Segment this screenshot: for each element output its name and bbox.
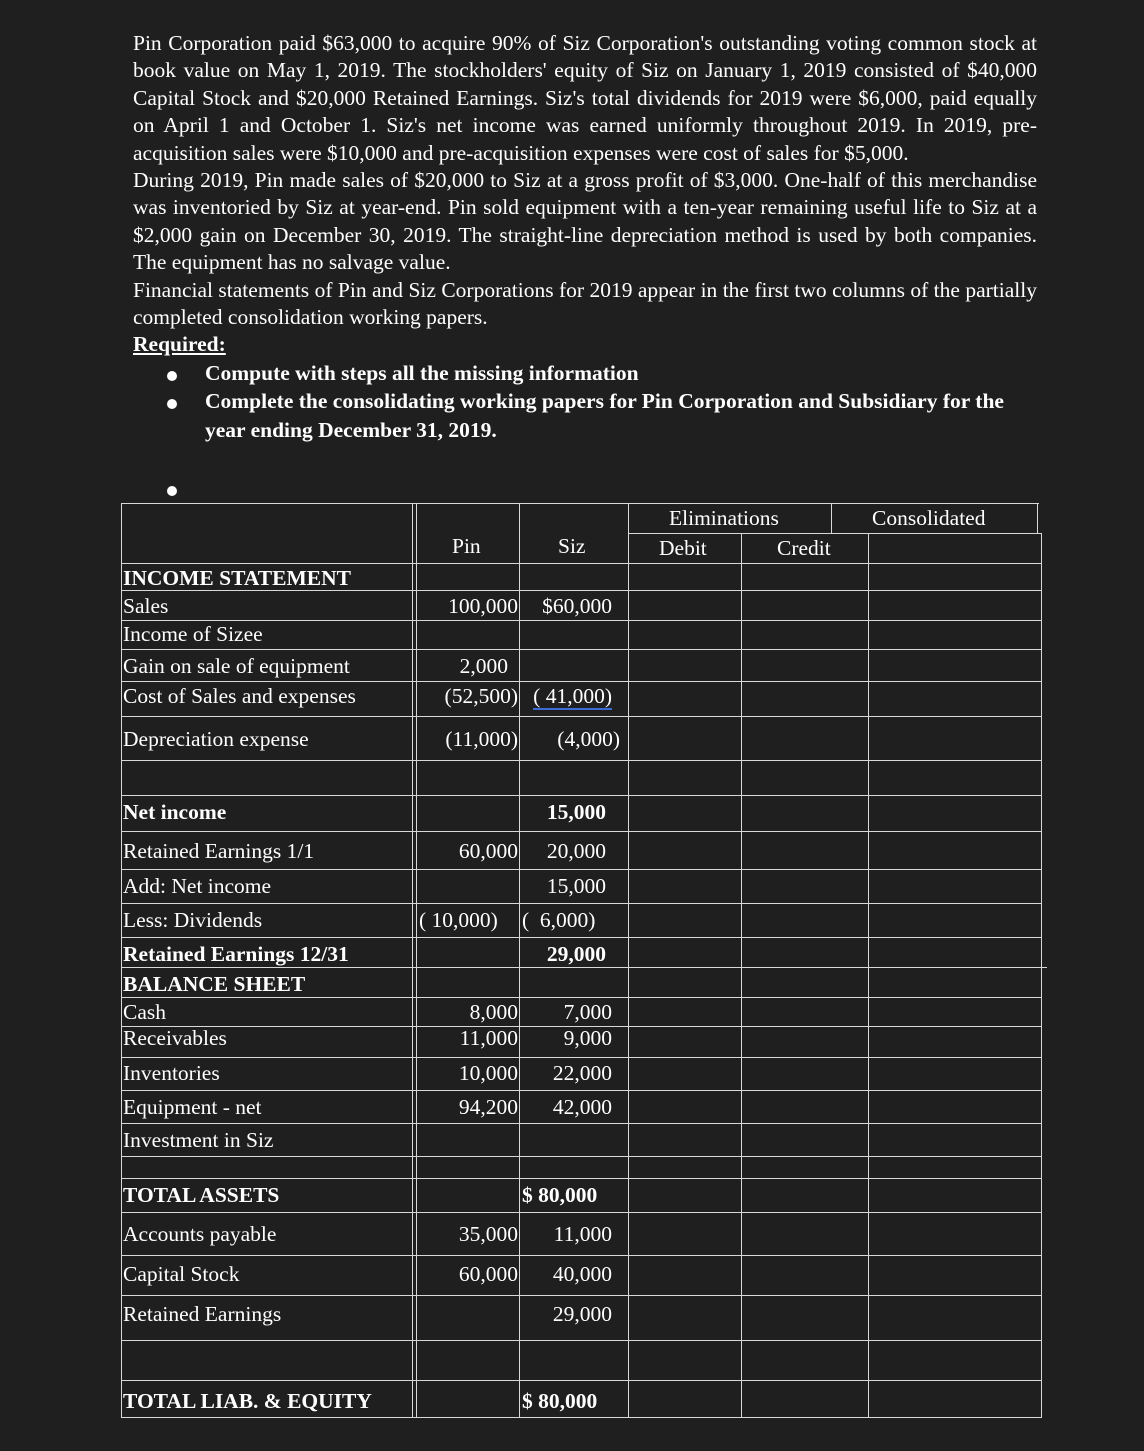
cell-cash-pin: 8,000 xyxy=(469,1000,518,1024)
row-label-less-dividends: Less: Dividends xyxy=(123,908,263,932)
row-label-receivables: Receivables xyxy=(123,1026,227,1050)
row-label-total-liab-equity: TOTAL LIAB. & EQUITY xyxy=(123,1389,372,1413)
cell-inventories-siz: 22,000 xyxy=(552,1061,612,1085)
row-label-gain-on-sale: Gain on sale of equipment xyxy=(123,654,350,678)
row-label-accounts-payable: Accounts payable xyxy=(123,1222,277,1246)
required-heading: Required: xyxy=(133,332,226,357)
bullet-icon xyxy=(167,399,177,409)
row-label-net-income: Net income xyxy=(123,800,227,824)
cell-re-beginning-siz: 20,000 xyxy=(546,839,606,863)
requirement-text: Complete the consolidating working papers for Pin Corporation and Subsidiary for the year ending December 31, 2019. xyxy=(205,389,1004,442)
cell-inventories-pin: 10,000 xyxy=(458,1061,518,1085)
column-header-consolidated: Consolidated xyxy=(872,506,986,530)
row-label-inventories: Inventories xyxy=(123,1061,220,1085)
cell-sales-pin: 100,000 xyxy=(448,594,518,618)
cell-add-net-income-siz: 15,000 xyxy=(546,874,606,898)
column-header-credit: Credit xyxy=(777,536,831,560)
column-header-eliminations: Eliminations xyxy=(669,506,779,530)
cell-total-assets-siz: $ 80,000 xyxy=(522,1183,598,1207)
cell-equipment-siz: 42,000 xyxy=(552,1095,612,1119)
problem-paragraph-3: Financial statements of Pin and Siz Corporations for 2019 appear in the first two columns of the partially completed consolidation working papers. xyxy=(133,277,1037,330)
column-header-debit: Debit xyxy=(659,536,707,560)
cell-dividends-pin: ( 10,000) xyxy=(419,908,498,932)
balance-sheet-heading: BALANCE SHEET xyxy=(123,972,306,996)
cell-net-income-siz: 15,000 xyxy=(546,800,606,824)
row-label-re-ending: Retained Earnings 12/31 xyxy=(123,942,349,966)
cell-re-beginning-pin: 60,000 xyxy=(458,839,518,863)
cell-re-ending-siz: 29,000 xyxy=(546,942,606,966)
problem-statement xyxy=(133,30,1037,444)
cell-sales-siz: $60,000 xyxy=(542,594,612,618)
cell-cash-siz: 7,000 xyxy=(563,1000,612,1024)
bullet-icon xyxy=(167,371,177,381)
cell-equipment-pin: 94,200 xyxy=(458,1095,518,1119)
row-label-sales: Sales xyxy=(123,594,169,618)
cell-depreciation-siz: (4,000) xyxy=(557,727,620,751)
cell-receivables-pin: 11,000 xyxy=(459,1026,518,1050)
problem-paragraph-2: During 2019, Pin made sales of $20,000 to Siz at a gross profit of $3,000. One-half of this merchandise was inventoried by Siz at year-end. Pin sold equipment with a ten-year remaining useful life to Siz at a $2,000 gain on December 30, 2019. The straight-line depreciation method is used by both companies. The equipment has no salvage value. xyxy=(133,168,1037,275)
requirements-list xyxy=(133,359,1037,445)
row-label-cash: Cash xyxy=(123,1000,166,1024)
requirement-item xyxy=(133,359,1037,388)
row-label-cost-of-sales: Cost of Sales and expenses xyxy=(123,684,356,708)
cell-gain-pin: 2,000 xyxy=(459,654,508,678)
cell-accounts-payable-pin: 35,000 xyxy=(458,1222,518,1246)
cell-total-liab-equity-siz: $ 80,000 xyxy=(522,1389,598,1413)
requirement-text: Compute with steps all the missing information xyxy=(205,360,639,385)
row-label-investment: Investment in Siz xyxy=(123,1128,274,1152)
cell-receivables-siz: 9,000 xyxy=(563,1026,612,1050)
row-label-retained-earnings: Retained Earnings xyxy=(123,1302,282,1326)
column-header-siz: Siz xyxy=(558,534,586,558)
cell-cost-of-sales-siz: ( 41,000) xyxy=(533,684,612,708)
row-label-income-of-siz: Income of Sizee xyxy=(123,622,263,646)
cell-depreciation-pin: (11,000) xyxy=(445,727,518,751)
cell-cost-of-sales-pin: (52,500) xyxy=(444,684,518,708)
bullet-icon xyxy=(167,486,177,496)
cell-dividends-siz: ( 6,000) xyxy=(522,908,596,932)
column-header-pin: Pin xyxy=(452,534,481,558)
income-statement-heading: INCOME STATEMENT xyxy=(123,566,351,590)
row-label-equipment: Equipment - net xyxy=(123,1095,262,1119)
row-label-total-assets: TOTAL ASSETS xyxy=(123,1183,280,1207)
cell-retained-earnings-siz: 29,000 xyxy=(552,1302,612,1326)
row-label-capital-stock: Capital Stock xyxy=(123,1262,240,1286)
row-label-depreciation: Depreciation expense xyxy=(123,727,309,751)
row-label-add-net-income: Add: Net income xyxy=(123,874,272,898)
cell-accounts-payable-siz: 11,000 xyxy=(553,1222,612,1246)
requirement-item xyxy=(133,387,1037,444)
cell-capital-stock-pin: 60,000 xyxy=(458,1262,518,1286)
problem-paragraph-1: Pin Corporation paid $63,000 to acquire 90% of Siz Corporation's outstanding voting common stock at book value on May 1, 2019. The stockholders' equity of Siz on January 1, 2019 consisted of $40,000 Capital Stock and $20,000 Retained Earnings. Siz's total dividends for 2019 were $6,000, paid equally on April 1 and October 1. Siz's net income was earned uniformly throughout 2019. In 2019, pre-acquisition sales were $10,000 and pre-acquisition expenses were cost of sales for $5,000. xyxy=(133,31,1037,165)
row-label-re-beginning: Retained Earnings 1/1 xyxy=(123,839,315,863)
cell-capital-stock-siz: 40,000 xyxy=(552,1262,612,1286)
